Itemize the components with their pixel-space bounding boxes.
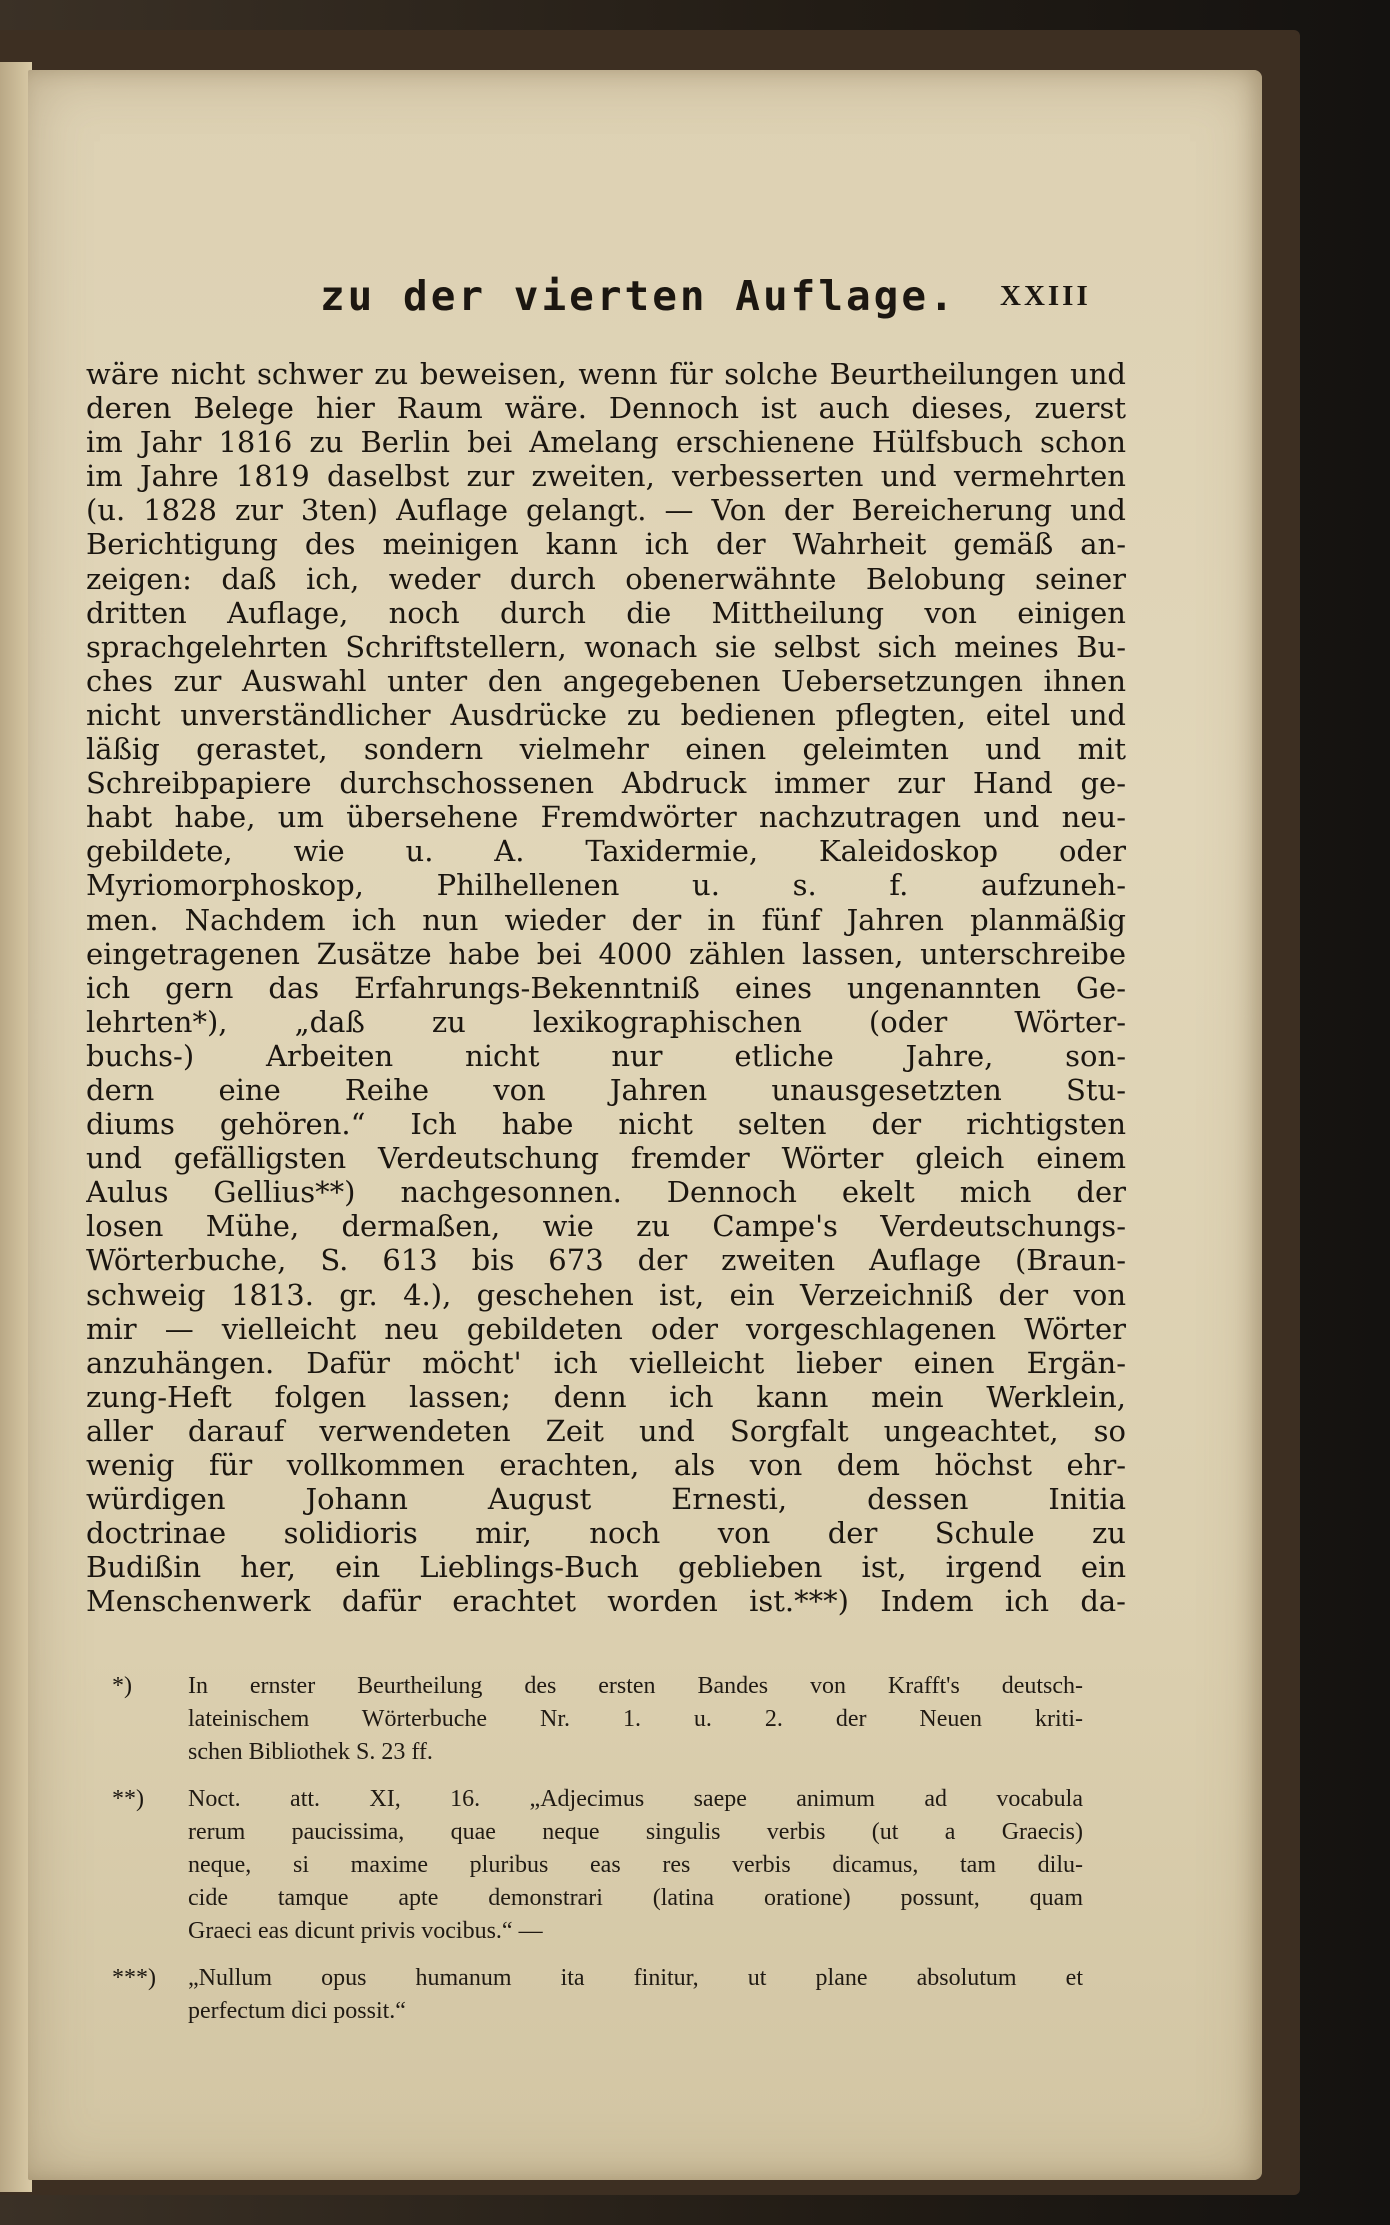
footnote-line: rerum paucissima, quae neque singulis verbis (ut a Graecis) <box>188 1819 1083 1845</box>
footnote-line: Graeci eas dicunt privis vocibus.“ — <box>188 1918 543 1944</box>
footnote <box>112 1670 1112 1769</box>
text-line: diums gehören.“ Ich habe nicht selten der richtigsten <box>86 1107 1126 1142</box>
text-line: sprachgelehrten Schriftstellern, wonach sie selbst sich meines Bu- <box>86 629 1126 664</box>
footnote-line: perfectum dici possit.“ <box>188 1998 406 2024</box>
text-line: losen Mühe, dermaßen, wie zu Campe's Verdeutschungs- <box>86 1209 1126 1244</box>
footnote-line: lateinischem Wörterbuche Nr. 1. u. 2. der Neuen kriti- <box>188 1706 1083 1732</box>
main-text-block <box>86 357 1126 1618</box>
footnote-line: Noct. att. XI, 16. „Adjecimus saepe animum ad vocabula <box>188 1786 1083 1812</box>
footnotes <box>112 1670 1112 2042</box>
book-page <box>28 70 1262 2180</box>
footnote-line: schen Bibliothek S. 23 ff. <box>188 1739 433 1765</box>
text-line: dern eine Reihe von Jahren unausgesetzten Stu- <box>86 1072 1126 1107</box>
text-line: anzuhängen. Dafür möcht' ich vielleicht lieber einen Ergän- <box>86 1345 1126 1380</box>
text-line: dritten Auflage, noch durch die Mittheilung von einigen <box>86 595 1126 630</box>
text-line: buchs-) Arbeiten nicht nur etliche Jahre, son- <box>86 1038 1126 1073</box>
page-number: XXIII <box>1000 280 1091 312</box>
text-line: und gefälligsten Verdeutschung fremder Wörter gleich einem <box>86 1141 1126 1176</box>
text-line: habt habe, um übersehene Fremdwörter nachzutragen und neu- <box>86 800 1126 835</box>
text-line: eingetragenen Zusätze habe bei 4000 zählen lassen, unterschreibe <box>86 936 1126 971</box>
text-line: ches zur Auswahl unter den angegebenen Uebersetzungen ihnen <box>86 663 1126 698</box>
text-line: im Jahr 1816 zu Berlin bei Amelang erschienene Hülfsbuch schon <box>86 425 1126 460</box>
text-line: (u. 1828 zur 3ten) Auflage gelangt. — Von der Bereicherung und <box>86 493 1126 528</box>
text-line: Wörterbuche, S. 613 bis 673 der zweiten Auflage (Braun- <box>86 1243 1126 1278</box>
text-line: Aulus Gellius**) nachgesonnen. Dennoch ekelt mich der <box>86 1175 1126 1210</box>
text-line: lehrten*), „daß zu lexikographischen (oder Wörter- <box>86 1004 1126 1039</box>
footnote-mark: *) <box>112 1673 132 1699</box>
text-line: im Jahre 1819 daselbst zur zweiten, verbesserten und vermehrten <box>86 459 1126 494</box>
text-line: Myriomorphoskop, Philhellenen u. s. f. aufzuneh- <box>86 868 1126 903</box>
text-line: würdigen Johann August Ernesti, dessen Initia <box>86 1482 1126 1517</box>
text-line: wäre nicht schwer zu beweisen, wenn für solche Beurtheilungen und <box>86 357 1126 391</box>
text-line: gebildete, wie u. A. Taxidermie, Kaleidoskop oder <box>86 834 1126 869</box>
text-line: deren Belege hier Raum wäre. Dennoch ist auch dieses, zuerst <box>86 391 1126 426</box>
text-line: nicht unverständlicher Ausdrücke zu bedienen pflegten, eitel und <box>86 697 1126 732</box>
text-line: wenig für vollkommen erachten, als von dem höchst ehr- <box>86 1448 1126 1482</box>
footnote-line: In ernster Beurtheilung des ersten Bandes von Krafft's deutsch- <box>188 1673 1083 1699</box>
text-line: ich gern das Erfahrungs-Bekenntniß eines ungenannten Ge- <box>86 970 1126 1005</box>
footnote <box>112 1783 1112 1948</box>
text-line: zeigen: daß ich, weder durch obenerwähnte Belobung seiner <box>86 561 1126 596</box>
text-line: Menschenwerk dafür erachtet worden ist.***) Indem ich da- <box>86 1584 1126 1619</box>
footnote-line: „Nullum opus humanum ita finitur, ut plane absolutum et <box>188 1965 1083 1991</box>
footnote-mark: **) <box>112 1786 144 1812</box>
text-line: men. Nachdem ich nun wieder der in fünf Jahren planmäßig <box>86 902 1126 937</box>
text-line: zung-Heft folgen lassen; denn ich kann mein Werklein, <box>86 1379 1126 1414</box>
text-line: Berichtigung des meinigen kann ich der Wahrheit gemäß an- <box>86 527 1126 562</box>
text-line: aller darauf verwendeten Zeit und Sorgfalt ungeachtet, so <box>86 1413 1126 1448</box>
footnote-mark: ***) <box>112 1965 156 1991</box>
text-line: mir — vielleicht neu gebildeten oder vorgeschlagenen Wörter <box>86 1311 1126 1346</box>
text-line: doctrinae solidioris mir, noch von der Schule zu <box>86 1516 1126 1551</box>
text-line: Schreibpapiere durchschossenen Abdruck immer zur Hand ge- <box>86 766 1126 801</box>
text-line: Budißin her, ein Lieblings-Buch geblieben ist, irgend ein <box>86 1550 1126 1585</box>
text-line: schweig 1813. gr. 4.), geschehen ist, ein Verzeichniß der von <box>86 1277 1126 1312</box>
footnote-line: cide tamque apte demonstrari (latina oratione) possunt, quam <box>188 1885 1083 1911</box>
footnote <box>112 1962 1112 2028</box>
text-line: läßig gerastet, sondern vielmehr einen geleimten und mit <box>86 732 1126 767</box>
page-header <box>28 272 1262 332</box>
running-title: zu der vierten Auflage. <box>320 272 957 320</box>
footnote-line: neque, si maxime pluribus eas res verbis dicamus, tam dilu- <box>188 1852 1083 1878</box>
